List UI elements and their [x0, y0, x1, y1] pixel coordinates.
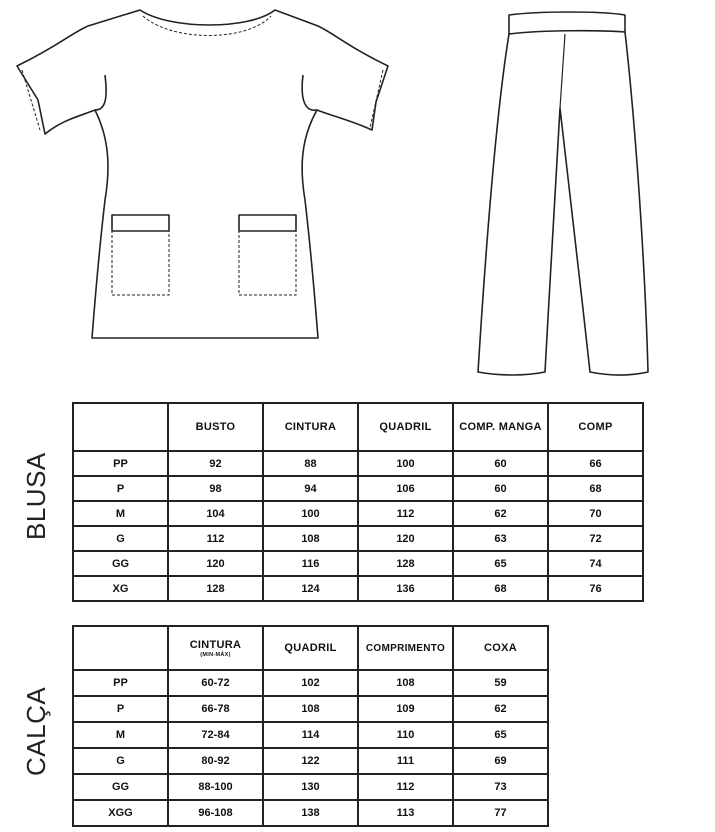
size-cell: PP — [73, 670, 168, 696]
table-row — [73, 800, 548, 826]
blouse-size-table — [72, 402, 644, 602]
value-cell: 94 — [263, 476, 358, 501]
value-cell: 124 — [263, 576, 358, 601]
header-cell-cintura: CINTURA — [263, 403, 358, 451]
value-cell: 73 — [453, 774, 548, 800]
value-cell: 100 — [358, 451, 453, 476]
value-cell: 62 — [453, 501, 548, 526]
value-cell: 112 — [358, 774, 453, 800]
value-cell: 100 — [263, 501, 358, 526]
header-cell-quadril: QUADRIL — [263, 626, 358, 670]
size-cell: P — [73, 696, 168, 722]
value-cell: 108 — [263, 526, 358, 551]
value-cell: 116 — [263, 551, 358, 576]
blouse-section-label: BLUSA — [21, 452, 51, 540]
table-row — [73, 696, 548, 722]
value-cell: 65 — [453, 722, 548, 748]
size-cell: GG — [73, 774, 168, 800]
value-cell: 65 — [453, 551, 548, 576]
value-cell: 138 — [263, 800, 358, 826]
header-cell-busto: BUSTO — [168, 403, 263, 451]
value-cell: 60 — [453, 476, 548, 501]
value-cell: 68 — [548, 476, 643, 501]
value-cell: 112 — [358, 501, 453, 526]
table-row — [73, 476, 643, 501]
header-cell-quadril: QUADRIL — [358, 403, 453, 451]
value-cell: 120 — [168, 551, 263, 576]
header-cell-comp-manga: COMP. MANGA — [453, 403, 548, 451]
size-cell: P — [73, 476, 168, 501]
table-row — [73, 551, 643, 576]
table-row — [73, 774, 548, 800]
table-header-row — [73, 403, 643, 451]
value-cell: 74 — [548, 551, 643, 576]
value-cell: 110 — [358, 722, 453, 748]
size-cell: G — [73, 748, 168, 774]
value-cell: 128 — [168, 576, 263, 601]
header-cell-comprimento: COMPRIMENTO — [358, 626, 453, 670]
table-row — [73, 451, 643, 476]
value-cell: 112 — [168, 526, 263, 551]
size-cell: M — [73, 501, 168, 526]
table-row — [73, 526, 643, 551]
value-cell: 88 — [263, 451, 358, 476]
value-cell: 102 — [263, 670, 358, 696]
table-row — [73, 748, 548, 774]
value-cell: 76 — [548, 576, 643, 601]
value-cell: 69 — [453, 748, 548, 774]
value-cell: 113 — [358, 800, 453, 826]
pants-drawing — [478, 12, 648, 375]
pants-size-table — [72, 625, 549, 827]
value-cell: 80-92 — [168, 748, 263, 774]
value-cell: 96-108 — [168, 800, 263, 826]
value-cell: 98 — [168, 476, 263, 501]
value-cell: 111 — [358, 748, 453, 774]
value-cell: 104 — [168, 501, 263, 526]
value-cell: 66 — [548, 451, 643, 476]
table-row — [73, 722, 548, 748]
pants-section-label: CALÇA — [21, 686, 51, 776]
garment-illustrations — [0, 0, 715, 385]
header-cell-comp: COMP — [548, 403, 643, 451]
size-cell: M — [73, 722, 168, 748]
header-cell-empty — [73, 626, 168, 670]
value-cell: 88-100 — [168, 774, 263, 800]
value-cell: 60 — [453, 451, 548, 476]
table-row — [73, 501, 643, 526]
value-cell: 59 — [453, 670, 548, 696]
value-cell: 72-84 — [168, 722, 263, 748]
size-cell: GG — [73, 551, 168, 576]
value-cell: 120 — [358, 526, 453, 551]
header-cell-coxa: COXA — [453, 626, 548, 670]
value-cell: 109 — [358, 696, 453, 722]
value-cell: 108 — [263, 696, 358, 722]
blouse-drawing — [17, 10, 388, 338]
size-cell: PP — [73, 451, 168, 476]
value-cell: 66-78 — [168, 696, 263, 722]
header-cintura-label: CINTURA — [189, 638, 242, 651]
value-cell: 63 — [453, 526, 548, 551]
table-row — [73, 576, 643, 601]
header-cell-cintura — [168, 626, 263, 670]
value-cell: 62 — [453, 696, 548, 722]
value-cell: 77 — [453, 800, 548, 826]
header-cintura-sublabel: (MIN-MÁX) — [200, 651, 231, 658]
size-cell: G — [73, 526, 168, 551]
value-cell: 72 — [548, 526, 643, 551]
value-cell: 108 — [358, 670, 453, 696]
table-header-row — [73, 626, 548, 670]
size-cell: XGG — [73, 800, 168, 826]
value-cell: 114 — [263, 722, 358, 748]
value-cell: 68 — [453, 576, 548, 601]
table-row — [73, 670, 548, 696]
value-cell: 70 — [548, 501, 643, 526]
value-cell: 60-72 — [168, 670, 263, 696]
value-cell: 130 — [263, 774, 358, 800]
value-cell: 128 — [358, 551, 453, 576]
size-cell: XG — [73, 576, 168, 601]
value-cell: 106 — [358, 476, 453, 501]
value-cell: 136 — [358, 576, 453, 601]
value-cell: 92 — [168, 451, 263, 476]
header-cell-empty — [73, 403, 168, 451]
value-cell: 122 — [263, 748, 358, 774]
